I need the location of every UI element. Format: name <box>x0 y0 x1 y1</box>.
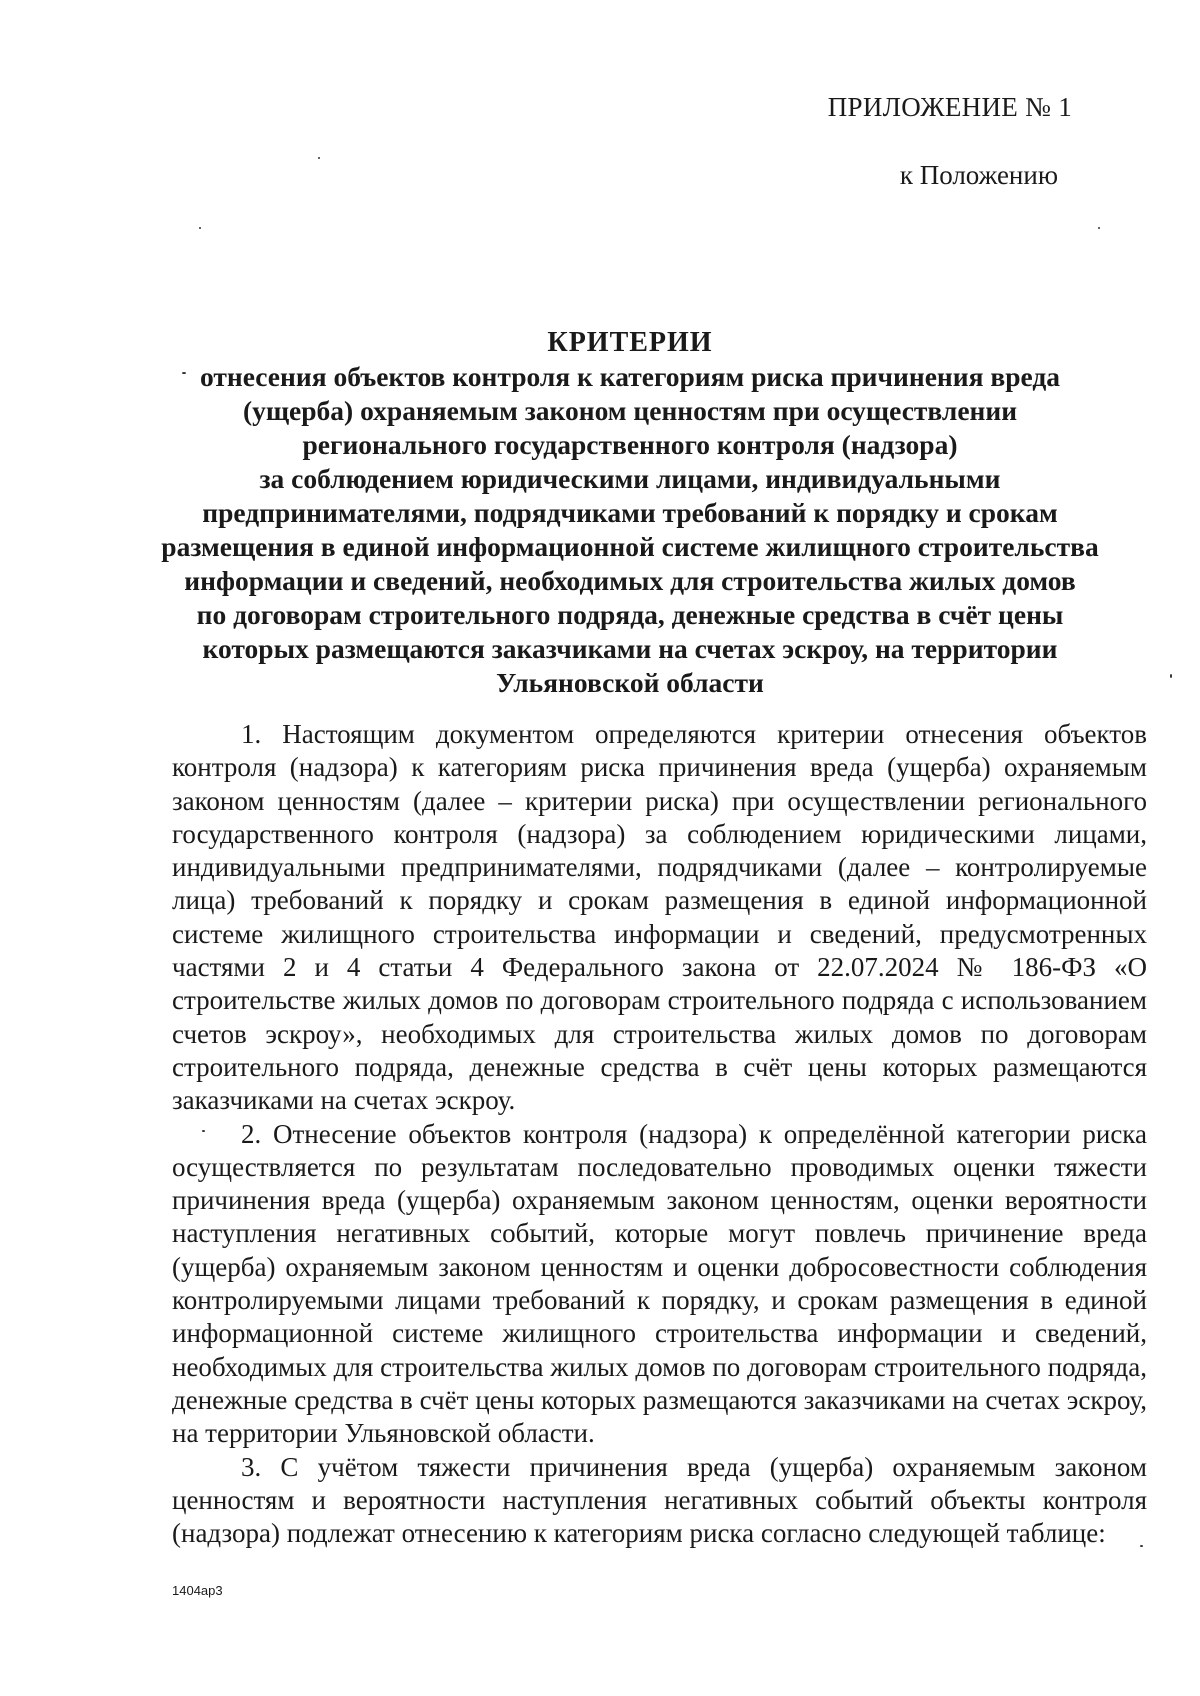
heading-line: (ущерба) охраняемым законом ценностям при осуществлении <box>242 395 1018 426</box>
scan-speck <box>1140 1545 1143 1547</box>
footer-code: 1404ap3 <box>172 1583 223 1598</box>
scan-speck <box>202 1130 205 1132</box>
scan-speck <box>1170 674 1172 678</box>
heading-line: Ульяновской области <box>496 667 764 698</box>
heading-line: по договорам строительного подряда, денежные средства в счёт цены <box>196 599 1064 630</box>
heading-line: регионального государственного контроля (надзора) <box>302 429 958 460</box>
paragraph-3: 3. С учётом тяжести причинения вреда (ущерба) охраняемым законом ценностям и вероятности наступления негативных событий объекты контроля (надзора) подлежат отнесению к категориям риска согласно следующей таблице: <box>172 1451 1147 1549</box>
paragraph-2: 2. Отнесение объектов контроля (надзора) к определённой категории риска осуществляется по результатам последовательно проводимых оценки тяжести причинения вреда (ущерба) охраняемым законом ценностям, оценки вероятности наступления негативных событий, которые могут повлечь причинение вреда (ущерба) охраняемым законом ценностям и оценки добросовестности соблюдения контролируемыми лицами требований к порядку, и срокам размещения в единой информационной системе жилищного строительства информации и сведений, необходимых для строительства жилых домов по договорам строительного подряда, денежные средства в счёт цены которых размещаются заказчиками на счетах эскроу, на территории Ульяновской области. <box>172 1118 1147 1449</box>
regulation-reference: к Положению <box>899 160 1058 190</box>
scan-speck <box>199 227 201 229</box>
paragraph-1: 1. Настоящим документом определяются критерии отнесения объектов контроля (надзора) к категориям риска причинения вреда (ущерба) охраняемым законом ценностям (далее – критерии риска) при осуществлении регионального государственного контроля (надзора) за соблюдением юридическими лицами, индивидуальными предпринимателями, подрядчиками (далее – контролируемые лица) требований к порядку и срокам размещения в единой информационной системе жилищного строительства информации и сведений, предусмотренных частями 2 и 4 статьи 4 Федерального закона от 22.07.2024 № 186-ФЗ «О строительстве жилых домов по договорам строительного подряда с использованием счетов эскроу», необходимых для строительства жилых домов по договорам строительного подряда, денежные средства в счёт цены которых размещаются заказчиками на счетах эскроу. <box>172 719 1147 1116</box>
scan-speck <box>182 372 186 374</box>
scan-speck <box>1098 227 1100 229</box>
heading-line: предпринимателями, подрядчиками требований к порядку и срокам <box>202 497 1058 528</box>
document-title: КРИТЕРИИ <box>547 327 713 358</box>
heading-line: за соблюдением юридическими лицами, индивидуальными <box>259 463 1001 494</box>
heading-line: отнесения объектов контроля к категориям риска причинения вреда <box>199 361 1061 392</box>
appendix-number: ПРИЛОЖЕНИЕ № 1 <box>827 92 1072 122</box>
heading-line: информации и сведений, необходимых для строительства жилых домов <box>184 565 1076 596</box>
document-heading <box>120 326 1140 700</box>
heading-line: размещения в единой информационной системе жилищного строительства <box>161 531 1099 562</box>
heading-line: которых размещаются заказчиками на счетах эскроу, на территории <box>202 633 1058 664</box>
document-body <box>172 718 1147 1550</box>
scan-speck <box>318 157 320 159</box>
